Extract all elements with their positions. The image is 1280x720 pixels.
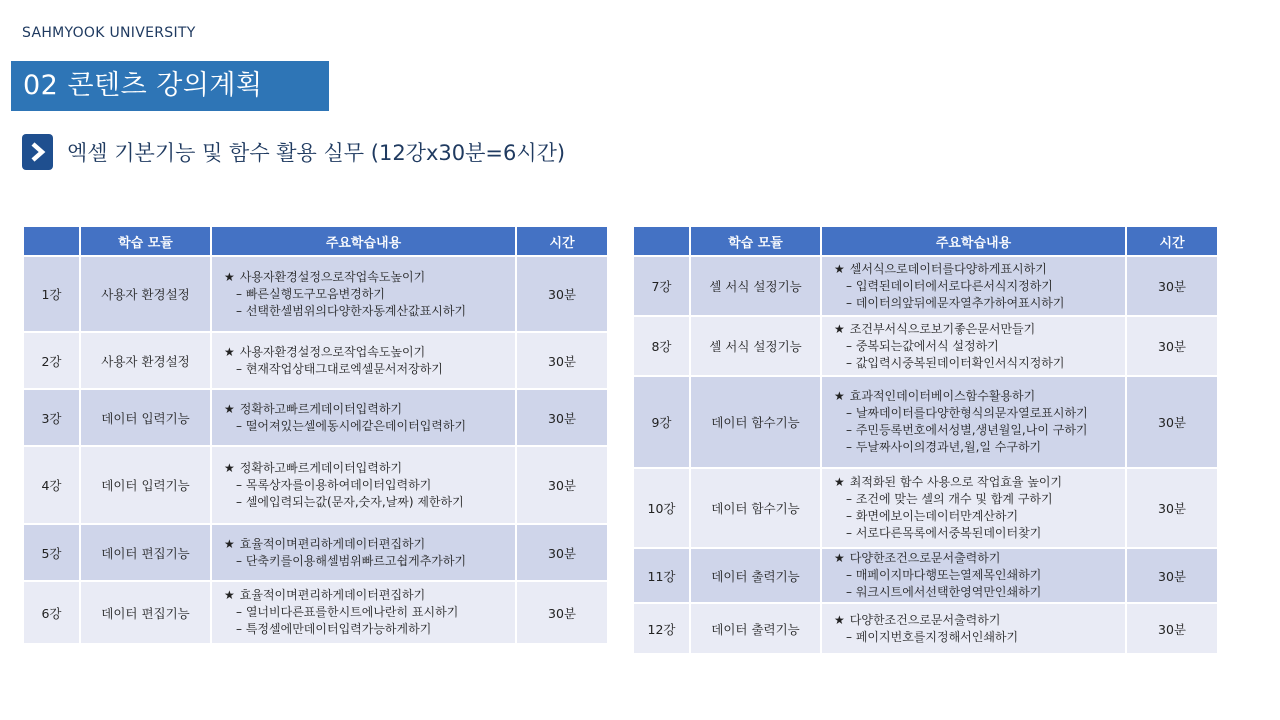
table-row <box>24 447 607 523</box>
dash-bullet: – <box>846 492 856 506</box>
content-sub-line <box>834 629 1125 646</box>
content-sub-text: 조건에 맞는 셀의 개수 및 합계 구하기 <box>855 492 1053 506</box>
header-time: 시간 <box>1127 227 1217 255</box>
content-sub-line <box>224 494 515 511</box>
content-main-line <box>224 269 515 286</box>
lecture-time: 30분 <box>1127 469 1217 547</box>
dash-bullet: – <box>236 477 246 492</box>
table-row <box>24 333 607 388</box>
content-main-line <box>224 587 515 604</box>
lecture-content <box>212 390 515 445</box>
content-main-text: 사용자환경설정으로작업속도높이기 <box>239 269 426 284</box>
content-sub-line <box>834 491 1125 508</box>
dash-bullet: – <box>236 605 246 619</box>
content-sub-line <box>834 439 1125 456</box>
dash-bullet: – <box>846 278 856 293</box>
lecture-time: 30분 <box>517 257 607 331</box>
dash-bullet: – <box>846 338 856 353</box>
content-sub-line <box>224 553 515 570</box>
content-main-text: 최적화된 함수 사용으로 작업효율 높이기 <box>849 475 1063 489</box>
content-main-text: 효과적인데이터베이스함수활용하기 <box>849 389 1036 403</box>
content-main-line <box>834 388 1125 405</box>
lecture-module: 사용자 환경설정 <box>81 333 210 388</box>
lecture-number: 12강 <box>634 604 689 653</box>
lecture-table-left <box>22 225 609 645</box>
content-sub-text: 값입력시중복된데이터확인서식지정하기 <box>855 355 1065 370</box>
dash-bullet: – <box>846 509 856 523</box>
lecture-module: 셀 서식 설정기능 <box>691 317 820 375</box>
content-sub-text: 목록상자를이용하여데이터입력하기 <box>245 477 432 492</box>
star-icon: ★ <box>224 269 235 284</box>
chevron-right-icon <box>22 134 53 170</box>
header-module: 학습 모듈 <box>81 227 210 255</box>
lecture-module: 셀 서식 설정기능 <box>691 257 820 315</box>
table-row <box>634 604 1217 653</box>
content-sub-text: 매페이지마다행또는열제목인쇄하기 <box>855 568 1042 582</box>
dash-bullet: – <box>236 286 246 301</box>
content-sub-line <box>224 477 515 494</box>
dash-bullet: – <box>236 622 246 636</box>
header-content: 주요학습내용 <box>212 227 515 255</box>
content-sub-text: 워크시트에서선택한영역만인쇄하기 <box>855 585 1042 599</box>
lecture-module: 사용자 환경설정 <box>81 257 210 331</box>
content-sub-line <box>834 355 1125 372</box>
lecture-time: 30분 <box>517 333 607 388</box>
dash-bullet: – <box>846 526 856 540</box>
lecture-number: 3강 <box>24 390 79 445</box>
star-icon: ★ <box>224 460 235 475</box>
star-icon: ★ <box>224 344 235 359</box>
content-main-line <box>224 536 515 553</box>
dash-bullet: – <box>236 303 246 318</box>
star-icon: ★ <box>834 551 845 565</box>
content-main-line <box>224 460 515 477</box>
dash-bullet: – <box>846 295 856 310</box>
lecture-time: 30분 <box>1127 317 1217 375</box>
content-sub-line <box>224 418 515 435</box>
content-sub-line <box>834 584 1125 601</box>
header-empty <box>634 227 689 255</box>
content-sub-line <box>224 303 515 320</box>
content-main-line <box>834 550 1125 567</box>
content-main-line <box>224 344 515 361</box>
dash-bullet: – <box>236 361 246 376</box>
lecture-number: 7강 <box>634 257 689 315</box>
lecture-module: 데이터 출력기능 <box>691 604 820 653</box>
lecture-number: 11강 <box>634 549 689 602</box>
lecture-number: 6강 <box>24 582 79 643</box>
lecture-content <box>822 469 1125 547</box>
content-main-line <box>834 612 1125 629</box>
lecture-module: 데이터 입력기능 <box>81 447 210 523</box>
lecture-module: 데이터 함수기능 <box>691 377 820 467</box>
dash-bullet: – <box>846 406 856 420</box>
content-main-text: 효율적이며편리하게데이터편집하기 <box>239 536 426 551</box>
dash-bullet: – <box>846 423 856 437</box>
lecture-number: 4강 <box>24 447 79 523</box>
star-icon: ★ <box>834 321 845 336</box>
lecture-time: 30분 <box>517 390 607 445</box>
content-sub-text: 화면에보이는데이터만계산하기 <box>855 509 1019 523</box>
content-sub-line <box>224 621 515 638</box>
lecture-module: 데이터 출력기능 <box>691 549 820 602</box>
star-icon: ★ <box>834 612 845 627</box>
table-row <box>634 317 1217 375</box>
star-icon: ★ <box>224 536 235 551</box>
star-icon: ★ <box>224 588 235 602</box>
table-row <box>24 390 607 445</box>
lecture-number: 2강 <box>24 333 79 388</box>
content-main-text: 정확하고빠르게데이터입력하기 <box>239 401 403 416</box>
content-main-text: 다양한조건으로문서출력하기 <box>849 551 1001 565</box>
content-sub-text: 두날짜사이의경과년,월,일 수구하기 <box>855 440 1042 454</box>
lecture-content <box>212 447 515 523</box>
lecture-content <box>822 377 1125 467</box>
content-sub-text: 서로다른목록에서중복된데이터찾기 <box>855 526 1042 540</box>
content-sub-text: 빠른실행도구모음변경하기 <box>245 286 385 301</box>
lecture-content <box>822 257 1125 315</box>
dash-bullet: – <box>846 585 856 599</box>
content-sub-text: 주민등록번호에서성별,생년월일,나이 구하기 <box>855 423 1088 437</box>
course-subtitle: 엑셀 기본기능 및 함수 활용 실무 (12강x30분=6시간) <box>67 141 566 165</box>
dash-bullet: – <box>236 494 246 509</box>
table-row <box>634 377 1217 467</box>
lecture-content <box>822 604 1125 653</box>
lecture-time: 30분 <box>517 582 607 643</box>
content-sub-text: 날짜데이터를다양한형식의문자열로표시하기 <box>855 406 1088 420</box>
content-sub-line <box>834 525 1125 542</box>
lecture-time: 30분 <box>1127 549 1217 602</box>
content-main-text: 다양한조건으로문서출력하기 <box>849 612 1001 627</box>
lecture-content <box>212 525 515 580</box>
header-empty <box>24 227 79 255</box>
content-sub-line <box>834 567 1125 584</box>
content-sub-line <box>834 278 1125 295</box>
table-row <box>24 582 607 643</box>
table-row <box>634 549 1217 602</box>
content-main-line <box>834 261 1125 278</box>
star-icon: ★ <box>224 401 235 416</box>
lecture-number: 5강 <box>24 525 79 580</box>
table-row <box>24 525 607 580</box>
content-sub-text: 단축키를이용해셀범위빠르고쉽게추가하기 <box>245 553 467 568</box>
content-sub-text: 선택한셀범위의다양한자동계산값표시하기 <box>245 303 467 318</box>
lecture-content <box>822 549 1125 602</box>
dash-bullet: – <box>846 568 856 582</box>
lecture-number: 1강 <box>24 257 79 331</box>
content-sub-line <box>834 295 1125 312</box>
table-row <box>24 257 607 331</box>
header-module: 학습 모듈 <box>691 227 820 255</box>
content-sub-text: 데이터의앞뒤에문자열추가하여표시하기 <box>855 295 1065 310</box>
content-main-text: 셀서식으로데이터를다양하게표시하기 <box>849 261 1047 276</box>
lecture-content <box>212 582 515 643</box>
content-main-line <box>224 401 515 418</box>
content-sub-line <box>834 422 1125 439</box>
lecture-time: 30분 <box>1127 377 1217 467</box>
dash-bullet: – <box>846 629 856 644</box>
lecture-table-right <box>632 225 1219 655</box>
lecture-content <box>212 333 515 388</box>
content-sub-text: 셀에입력되는값(문자,숫자,날짜) 제한하기 <box>245 494 464 509</box>
star-icon: ★ <box>834 389 845 403</box>
lecture-module: 데이터 편집기능 <box>81 525 210 580</box>
lecture-number: 8강 <box>634 317 689 375</box>
star-icon: ★ <box>834 261 845 276</box>
subtitle-row <box>22 133 565 171</box>
header-content: 주요학습내용 <box>822 227 1125 255</box>
content-sub-text: 현재작업상태그대로엑셀문서저장하기 <box>245 361 443 376</box>
dash-bullet: – <box>236 553 246 568</box>
dash-bullet: – <box>846 355 856 370</box>
content-sub-line <box>224 361 515 378</box>
content-sub-text: 중복되는값에서식 설정하기 <box>855 338 999 353</box>
lecture-number: 9강 <box>634 377 689 467</box>
lecture-module: 데이터 함수기능 <box>691 469 820 547</box>
lecture-time: 30분 <box>517 525 607 580</box>
lecture-time: 30분 <box>517 447 607 523</box>
content-sub-line <box>224 604 515 621</box>
lecture-time: 30분 <box>1127 257 1217 315</box>
content-sub-line <box>834 338 1125 355</box>
content-main-text: 정확하고빠르게데이터입력하기 <box>239 460 403 475</box>
content-sub-text: 페이지번호를지정해서인쇄하기 <box>855 629 1019 644</box>
content-main-line <box>834 321 1125 338</box>
content-main-text: 조건부서식으로보기좋은문서만들기 <box>849 321 1036 336</box>
header-time: 시간 <box>517 227 607 255</box>
table-row <box>634 469 1217 547</box>
section-title: 02 콘텐츠 강의계획 <box>11 61 329 111</box>
lecture-module: 데이터 편집기능 <box>81 582 210 643</box>
content-main-text: 효율적이며편리하게데이터편집하기 <box>239 588 426 602</box>
lecture-time: 30분 <box>1127 604 1217 653</box>
dash-bullet: – <box>846 440 856 454</box>
content-sub-text: 열너비다른표를한시트에나란히 표시하기 <box>245 605 459 619</box>
lecture-module: 데이터 입력기능 <box>81 390 210 445</box>
content-sub-text: 떨어져있는셀에동시에같은데이터입력하기 <box>245 418 467 433</box>
content-sub-line <box>834 508 1125 525</box>
table-row <box>634 257 1217 315</box>
lecture-number: 10강 <box>634 469 689 547</box>
dash-bullet: – <box>236 418 246 433</box>
content-sub-line <box>834 405 1125 422</box>
star-icon: ★ <box>834 475 845 489</box>
lecture-content <box>212 257 515 331</box>
content-sub-text: 입력된데이터에서로다른서식지정하기 <box>855 278 1053 293</box>
content-main-line <box>834 474 1125 491</box>
university-name: SAHMYOOK UNIVERSITY <box>22 25 196 41</box>
content-sub-text: 특정셀에만데이터입력가능하게하기 <box>245 622 432 636</box>
content-main-text: 사용자환경설정으로작업속도높이기 <box>239 344 426 359</box>
content-sub-line <box>224 286 515 303</box>
lecture-content <box>822 317 1125 375</box>
